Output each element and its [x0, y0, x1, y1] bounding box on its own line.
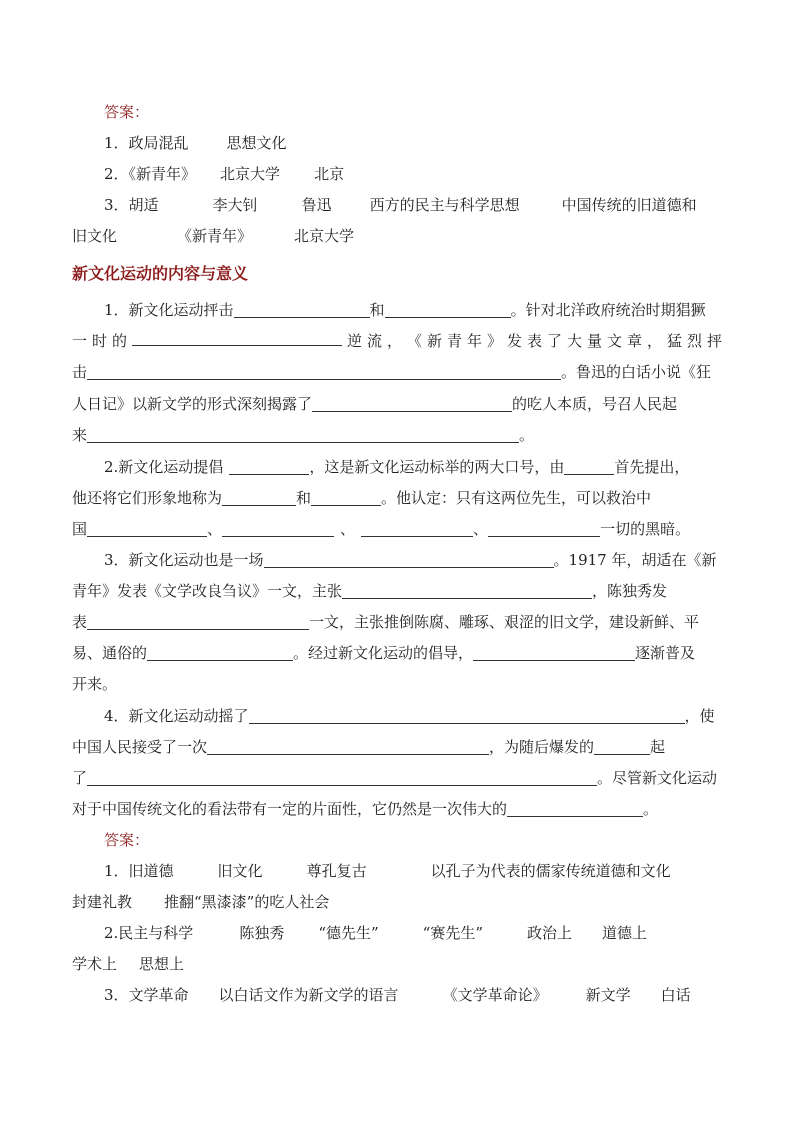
question-text: ，这是新文化运动标举的两大口号，由	[309, 458, 565, 476]
answer-line-b5	[104, 983, 722, 1007]
answer-line-b4	[72, 952, 722, 976]
answer-text: 陈独秀	[239, 924, 285, 942]
question-text: 。1917 年，胡适在《新	[553, 551, 717, 569]
question-text: 逆	[346, 332, 362, 350]
question-text: 青年》发表《文学改良刍议》一文，主张	[72, 582, 343, 600]
answer-text: 旧文化	[72, 227, 118, 245]
question-text: 流	[366, 332, 382, 350]
question-text: 击	[72, 363, 88, 381]
fill-blank[interactable]	[207, 738, 489, 755]
fill-blank[interactable]	[132, 329, 342, 346]
q1-line-3	[72, 360, 722, 384]
q1-line-2	[72, 329, 722, 353]
fill-blank[interactable]	[87, 363, 561, 380]
question-text: 和	[296, 489, 312, 507]
fill-blank[interactable]	[87, 613, 309, 630]
answer-label: 答案：	[104, 103, 150, 121]
question-text: 。	[519, 426, 535, 444]
answer-text: 3．胡适	[104, 196, 159, 214]
answer-text: 封建礼教	[72, 893, 133, 911]
fill-blank[interactable]	[594, 738, 650, 755]
fill-blank[interactable]	[264, 551, 554, 568]
q1-line-4	[72, 392, 722, 416]
fill-blank[interactable]	[87, 426, 519, 443]
answer-text: 北京大学	[294, 227, 355, 245]
answer-text: 思想文化	[226, 134, 287, 152]
fill-blank[interactable]	[229, 458, 309, 475]
q2-line-3	[72, 517, 722, 541]
answer-text: 1．旧道德	[104, 862, 174, 880]
question-text: 《	[406, 332, 422, 350]
q1-line-5	[72, 423, 722, 447]
section-title: 新文化运动的内容与意义	[72, 264, 249, 283]
answer-text: 推翻“黑漆漆”的吃人社会	[164, 893, 330, 911]
fill-blank[interactable]	[473, 644, 635, 661]
question-text: 一文，主张推倒陈腐、雕琢、艰涩的旧文学，建设新鲜、平	[309, 613, 700, 631]
answer-text: 北京大学	[220, 165, 281, 183]
question-text: 时	[92, 332, 108, 350]
answer-text: 2.民主与科学	[104, 924, 194, 942]
question-text: ，陈独秀发	[592, 582, 668, 600]
fill-blank[interactable]	[342, 582, 592, 599]
answer-text: 政治上	[527, 924, 573, 942]
question-text: 2.新文化运动提倡	[104, 458, 224, 476]
question-text: 和	[369, 301, 385, 319]
answer-line-b3	[104, 921, 722, 945]
question-text: 发	[506, 332, 522, 350]
answer-text: 北京	[314, 165, 345, 183]
question-text: 一切的黑暗。	[600, 520, 691, 538]
answer-text: 学术上	[72, 955, 118, 973]
question-text: 国	[72, 520, 88, 538]
answer-text: 《文学革命论》	[442, 986, 548, 1004]
answer-line-2	[104, 162, 754, 186]
question-text: 青	[446, 332, 462, 350]
question-text: 他还将它们形象地称为	[72, 489, 223, 507]
question-text: 文	[606, 332, 622, 350]
answer-line-b2	[72, 890, 722, 914]
question-text: 逐渐普及	[635, 644, 696, 662]
question-text: 一	[72, 332, 88, 350]
answer-label-bottom	[104, 828, 754, 852]
fill-blank[interactable]	[147, 644, 293, 661]
answer-text: 新文学	[585, 986, 631, 1004]
question-text: 年	[466, 332, 482, 350]
question-text: 了	[546, 332, 562, 350]
fill-blank[interactable]	[488, 520, 600, 537]
question-text: 3．新文化运动也是一场	[104, 551, 264, 569]
question-text: 。针对北洋政府统治时期猖獗	[510, 301, 706, 319]
question-text: 猛	[666, 332, 682, 350]
answer-text: 中国传统的旧道德和	[561, 196, 697, 214]
answer-text: 2．《新青年》	[104, 165, 197, 183]
answer-text: 西方的民主与科学思想	[369, 196, 520, 214]
answer-line-4	[72, 224, 722, 248]
question-text: 了	[72, 769, 88, 787]
q4-line-1	[104, 704, 722, 728]
answer-line-1	[104, 131, 754, 155]
fill-blank[interactable]	[87, 520, 207, 537]
question-text: 起	[650, 738, 666, 756]
question-text: 》	[486, 332, 502, 350]
answer-text: 思想上	[139, 955, 185, 973]
answer-text: 鲁迅	[301, 196, 332, 214]
question-text: 、	[473, 520, 489, 538]
q3-line-5	[72, 672, 722, 696]
answer-label: 答案：	[104, 831, 150, 849]
q1-line-1	[104, 298, 722, 322]
question-text: 易、通俗的	[72, 644, 148, 662]
question-text: 1．新文化运动抨击	[104, 301, 234, 319]
question-text: ，为随后爆发的	[489, 738, 595, 756]
answer-text: 白话	[660, 986, 691, 1004]
question-text: 首先提出，	[614, 458, 690, 476]
fill-blank[interactable]	[507, 800, 643, 817]
fill-blank[interactable]	[249, 707, 685, 724]
q4-line-2	[72, 735, 722, 759]
question-text: 、	[207, 520, 223, 538]
fill-blank[interactable]	[311, 489, 381, 506]
question-text: 的吃人本质，号召人民起	[512, 395, 678, 413]
q3-line-4	[72, 641, 722, 665]
answer-line-b1	[104, 859, 722, 883]
answer-text: 李大钊	[212, 196, 258, 214]
fill-blank[interactable]	[87, 769, 597, 786]
question-text: 抨	[706, 332, 722, 350]
fill-blank[interactable]	[361, 520, 473, 537]
question-text: 开来。	[72, 675, 118, 693]
question-text: 的	[112, 332, 128, 350]
answer-text: 《新青年》	[177, 227, 253, 245]
q3-line-3	[72, 610, 722, 634]
question-text: 章	[626, 332, 642, 350]
question-text: 中国人民接受了一次	[72, 738, 208, 756]
fill-blank[interactable]	[234, 301, 370, 318]
fill-blank[interactable]	[222, 489, 296, 506]
q3-line-1	[104, 548, 722, 572]
question-text: 表	[526, 332, 542, 350]
fill-blank[interactable]	[312, 395, 512, 412]
answer-line-3	[104, 193, 754, 217]
answer-text: 1．政局混乱	[104, 134, 189, 152]
question-text: 来	[72, 426, 88, 444]
question-text: 对于中国传统文化的看法带有一定的片面性，它仍然是一次伟大的	[72, 800, 508, 818]
answer-text: 以孔子为代表的儒家传统道德和文化	[430, 862, 671, 880]
question-text: 、	[340, 520, 356, 538]
question-text: 。尽管新文化运动	[597, 769, 718, 787]
answer-text: 以白话文作为新文学的语言	[218, 986, 399, 1004]
q2-line-1	[104, 455, 728, 479]
answer-label-top	[104, 100, 754, 124]
question-text: ，	[646, 332, 662, 350]
fill-blank[interactable]	[564, 458, 614, 475]
question-text: 。经过新文化运动的倡导，	[293, 644, 474, 662]
q4-line-4	[72, 797, 722, 821]
question-text: 人日记》以新文学的形式深刻揭露了	[72, 395, 313, 413]
q3-line-2	[72, 579, 722, 603]
question-text: 新	[426, 332, 442, 350]
question-text: ，使	[684, 707, 715, 725]
q4-line-3	[72, 766, 722, 790]
question-text: 4．新文化运动动摇了	[104, 707, 249, 725]
fill-blank[interactable]	[222, 520, 334, 537]
section-heading	[72, 262, 722, 286]
q2-line-2	[72, 486, 722, 510]
question-text: ，	[386, 332, 402, 350]
question-text: 。	[643, 800, 659, 818]
answer-text: 道德上	[602, 924, 648, 942]
answer-text: “赛先生”	[422, 924, 484, 942]
fill-blank[interactable]	[385, 301, 511, 318]
answer-text: 尊孔复古	[306, 862, 367, 880]
question-text: 量	[586, 332, 602, 350]
question-text: 烈	[686, 332, 702, 350]
question-text: 表	[72, 613, 88, 631]
question-text: 大	[566, 332, 582, 350]
question-text: 。他认定：只有这两位先生，可以救治中	[381, 489, 652, 507]
question-text: 。鲁迅的白话小说《狂	[561, 363, 712, 381]
answer-text: 3．文学革命	[104, 986, 189, 1004]
answer-text: “德先生”	[318, 924, 379, 942]
answer-text: 旧文化	[217, 862, 263, 880]
